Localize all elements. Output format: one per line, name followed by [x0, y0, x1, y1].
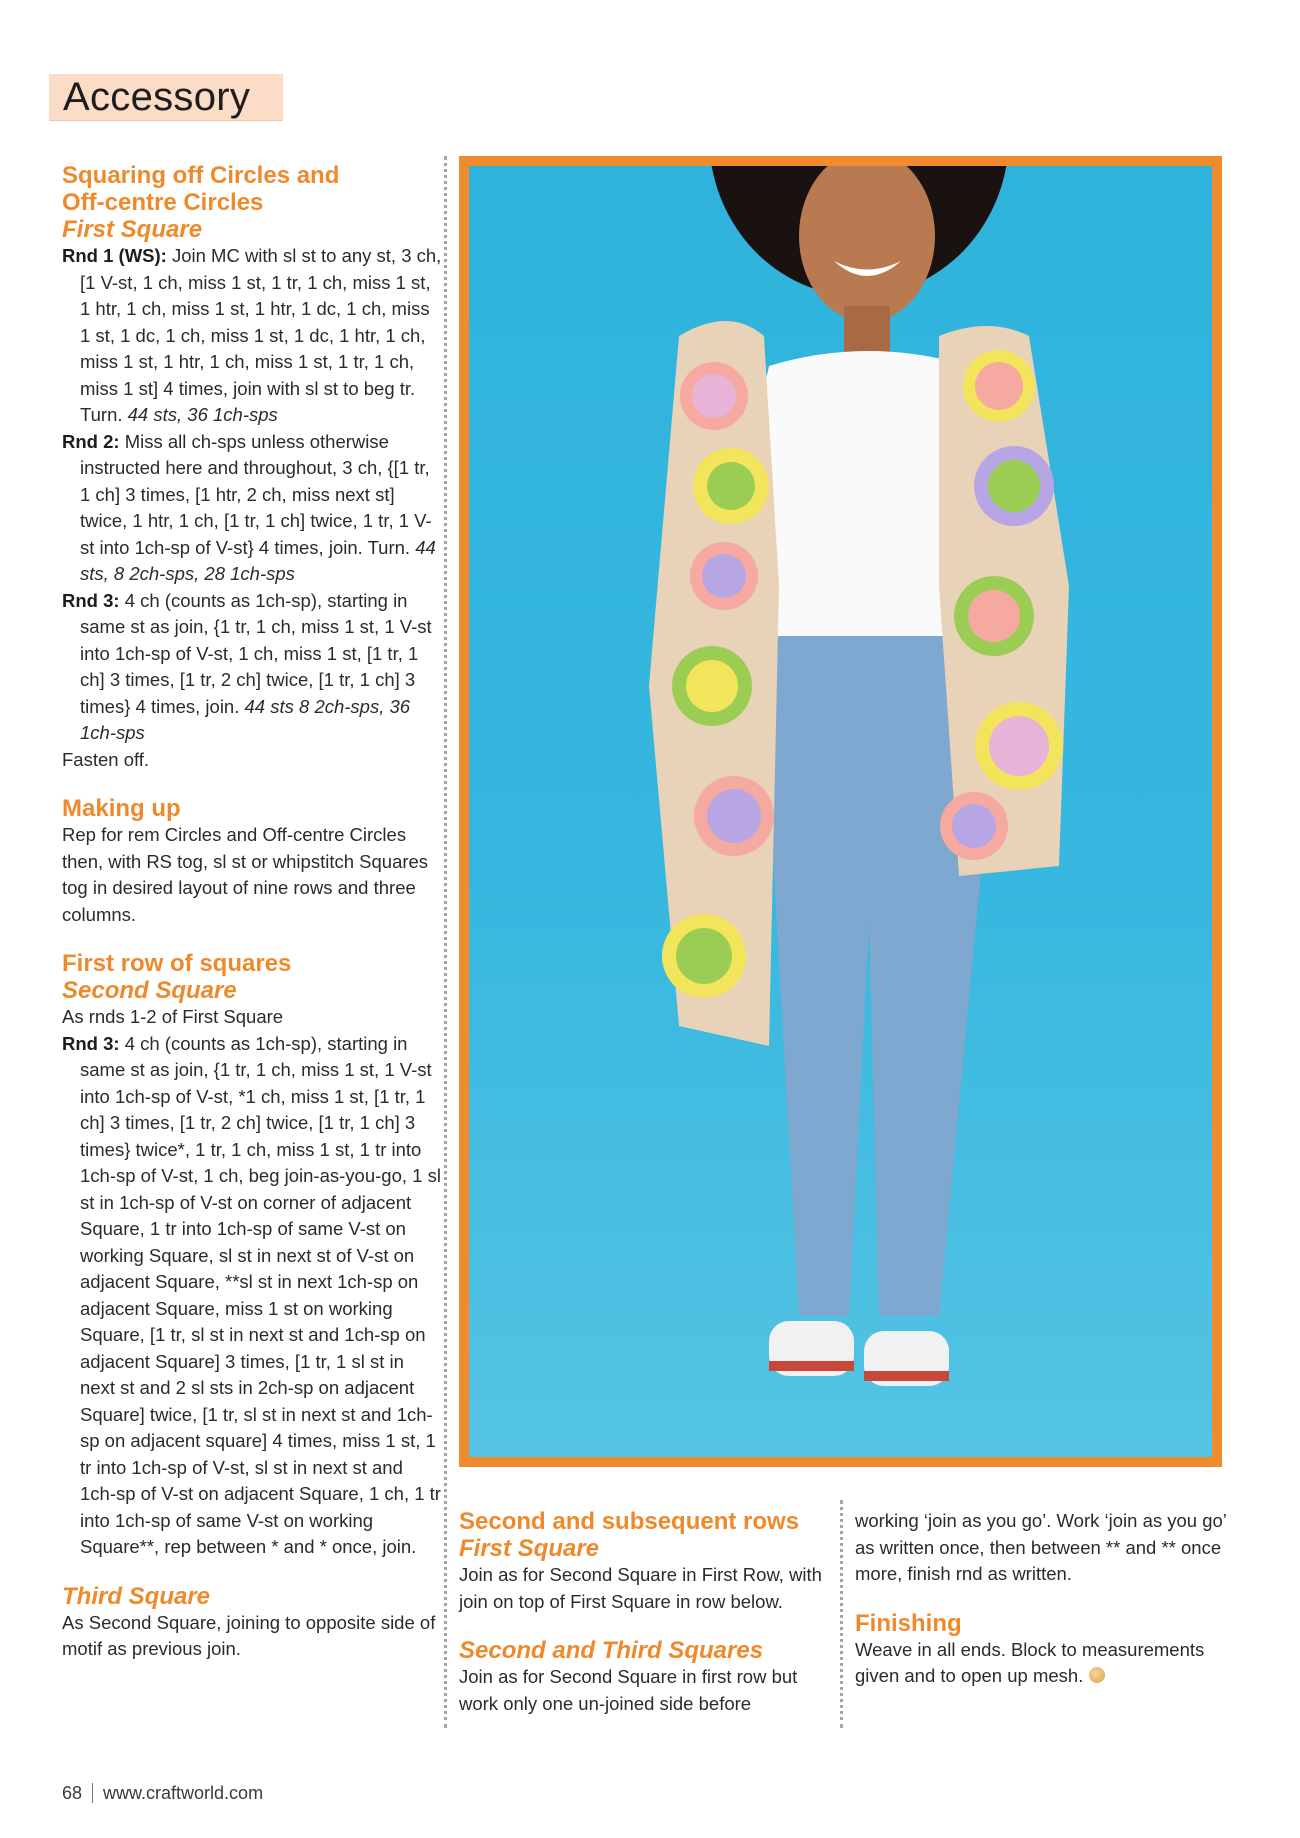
model-photo — [469, 166, 1212, 1457]
subsequent-first-text: Join as for Second Square in First Row, with join on top of First Square in row below. — [459, 1564, 822, 1612]
heading-finishing: Finishing — [855, 1609, 962, 1637]
second-third-text: Join as for Second Square in first row but work only one un-joined side before — [459, 1666, 798, 1714]
heading-squaring: Squaring off Circles and Off-centre Circles — [62, 162, 340, 216]
heading-making-up: Making up — [62, 795, 181, 822]
face-shape — [799, 166, 935, 322]
yarn-ball-icon — [1089, 1667, 1105, 1683]
footer-separator — [92, 1783, 93, 1803]
model-illustration — [469, 166, 1212, 1457]
page-footer — [62, 1783, 263, 1804]
instructions-column-2 — [459, 1508, 834, 1717]
finishing-text: Weave in all ends. Block to measurements given and to open up mesh. — [855, 1638, 1205, 1686]
heading-subsequent-rows: Second and subsequent rows — [459, 1508, 800, 1535]
photo-frame — [459, 156, 1222, 1467]
section-label: Accessory — [63, 75, 251, 119]
join-continued-text: working ‘join as you go’. Work ‘join as you go’ as written once, then between ** and ** once more, finish rnd as written. — [855, 1510, 1227, 1584]
subheading-second-third: Second and Third Squares — [459, 1637, 764, 1664]
as-rnds-text: As rnds 1-2 of First Square — [62, 1006, 284, 1027]
instructions-column-3 — [855, 1508, 1235, 1690]
heading-first-row: First row of squares — [62, 950, 292, 977]
subheading-first-square-2: First Square — [459, 1535, 600, 1562]
round-3-second-square: Rnd 3: 4 ch (counts as 1ch-sp), starting in same st as join, {1 tr, 1 ch, miss 1 st, 1 V-st into 1ch-sp of V-st, *1 ch, miss 1 st, [1 tr, 1 ch] 3 times, [1 tr, 2 ch] twice, [1 tr, 1 ch] 3 times} twice*, 1 tr, 1 ch, miss 1 st, 1 tr into 1ch-sp of V-st, 1 ch, beg join-as-you-go, 1 sl st in 1ch-sp of V-st on corner of adjacent Square, 1 tr into 1ch-sp of same V-st on working Square, sl st in next st of V-st on adjacent Square, **sl st in next 1ch-sp on adjacent Square, miss 1 st on working Square, [1 tr, sl st in next st and 1ch-sp on adjacent Square] 3 times, [1 tr, 1 sl st in next st and 2 sl sts in 2ch-sp on adjacent Square] twice, [1 tr, sl st in next st and 1ch-sp on adjacent square] 4 times, miss 1 st, 1 tr into 1ch-sp of V-st, sl st in next st and 1ch-sp of V-st on adjacent Square, 1 ch, 1 tr into 1ch-sp of same V-st on working Square**, rep between * and * once, join. — [62, 1032, 441, 1557]
instructions-column-1 — [62, 162, 442, 1663]
column-divider-2 — [840, 1500, 843, 1728]
subheading-first-square: First Square — [62, 216, 203, 243]
round-2: Rnd 2: Miss all ch-sps unless otherwise instructed here and throughout, 3 ch, {[1 tr, 1 ch] 3 times, [1 htr, 2 ch, miss next st] twice, 1 htr, 1 ch, [1 tr, 1 ch] twice, 1 tr, 1 V-st into 1ch-sp of V-st} 4 times, join. Turn. 44 sts, 8 2ch-sps, 28 1ch-sps — [62, 430, 436, 584]
making-up-text: Rep for rem Circles and Off-centre Circles then, with RS tog, sl st or whipstitch Squares tog in desired layout of nine rows and three columns. — [62, 824, 429, 925]
section-tab — [49, 74, 283, 121]
column-divider-1 — [444, 156, 447, 1728]
footer-url: www.craftworld.com — [103, 1783, 264, 1803]
third-square-text: As Second Square, joining to opposite side of motif as previous join. — [62, 1611, 436, 1659]
subheading-second-square: Second Square — [62, 977, 237, 1004]
subheading-third-square: Third Square — [62, 1582, 211, 1610]
page-number: 68 — [62, 1783, 83, 1803]
round-1: Rnd 1 (WS): Join MC with sl st to any st, 3 ch, [1 V-st, 1 ch, miss 1 st, 1 tr, 1 ch, miss 1 st, 1 htr, 1 ch, miss 1 st, 1 htr, 1 dc, 1 ch, miss 1 st, 1 dc, 1 ch, miss 1 st, 1 dc, 1 htr, 1 ch, miss 1 st, 1 htr, 1 ch, miss 1 st, 1 tr, 1 ch, miss 1 st] 4 times, join with sl st to beg tr. Turn. 44 sts, 36 1ch-sps — [62, 245, 442, 425]
fasten-off: Fasten off. — [62, 748, 150, 770]
round-3: Rnd 3: 4 ch (counts as 1ch-sp), starting in same st as join, {1 tr, 1 ch, miss 1 st, 1 V-st into 1ch-sp of V-st, 1 ch, miss 1 st, [1 tr, 1 ch] 3 times, [1 tr, 2 ch] twice, [1 tr, 1 ch] 3 times} 4 times, join. 44 sts 8 2ch-sps, 36 1ch-sps — [62, 589, 432, 743]
